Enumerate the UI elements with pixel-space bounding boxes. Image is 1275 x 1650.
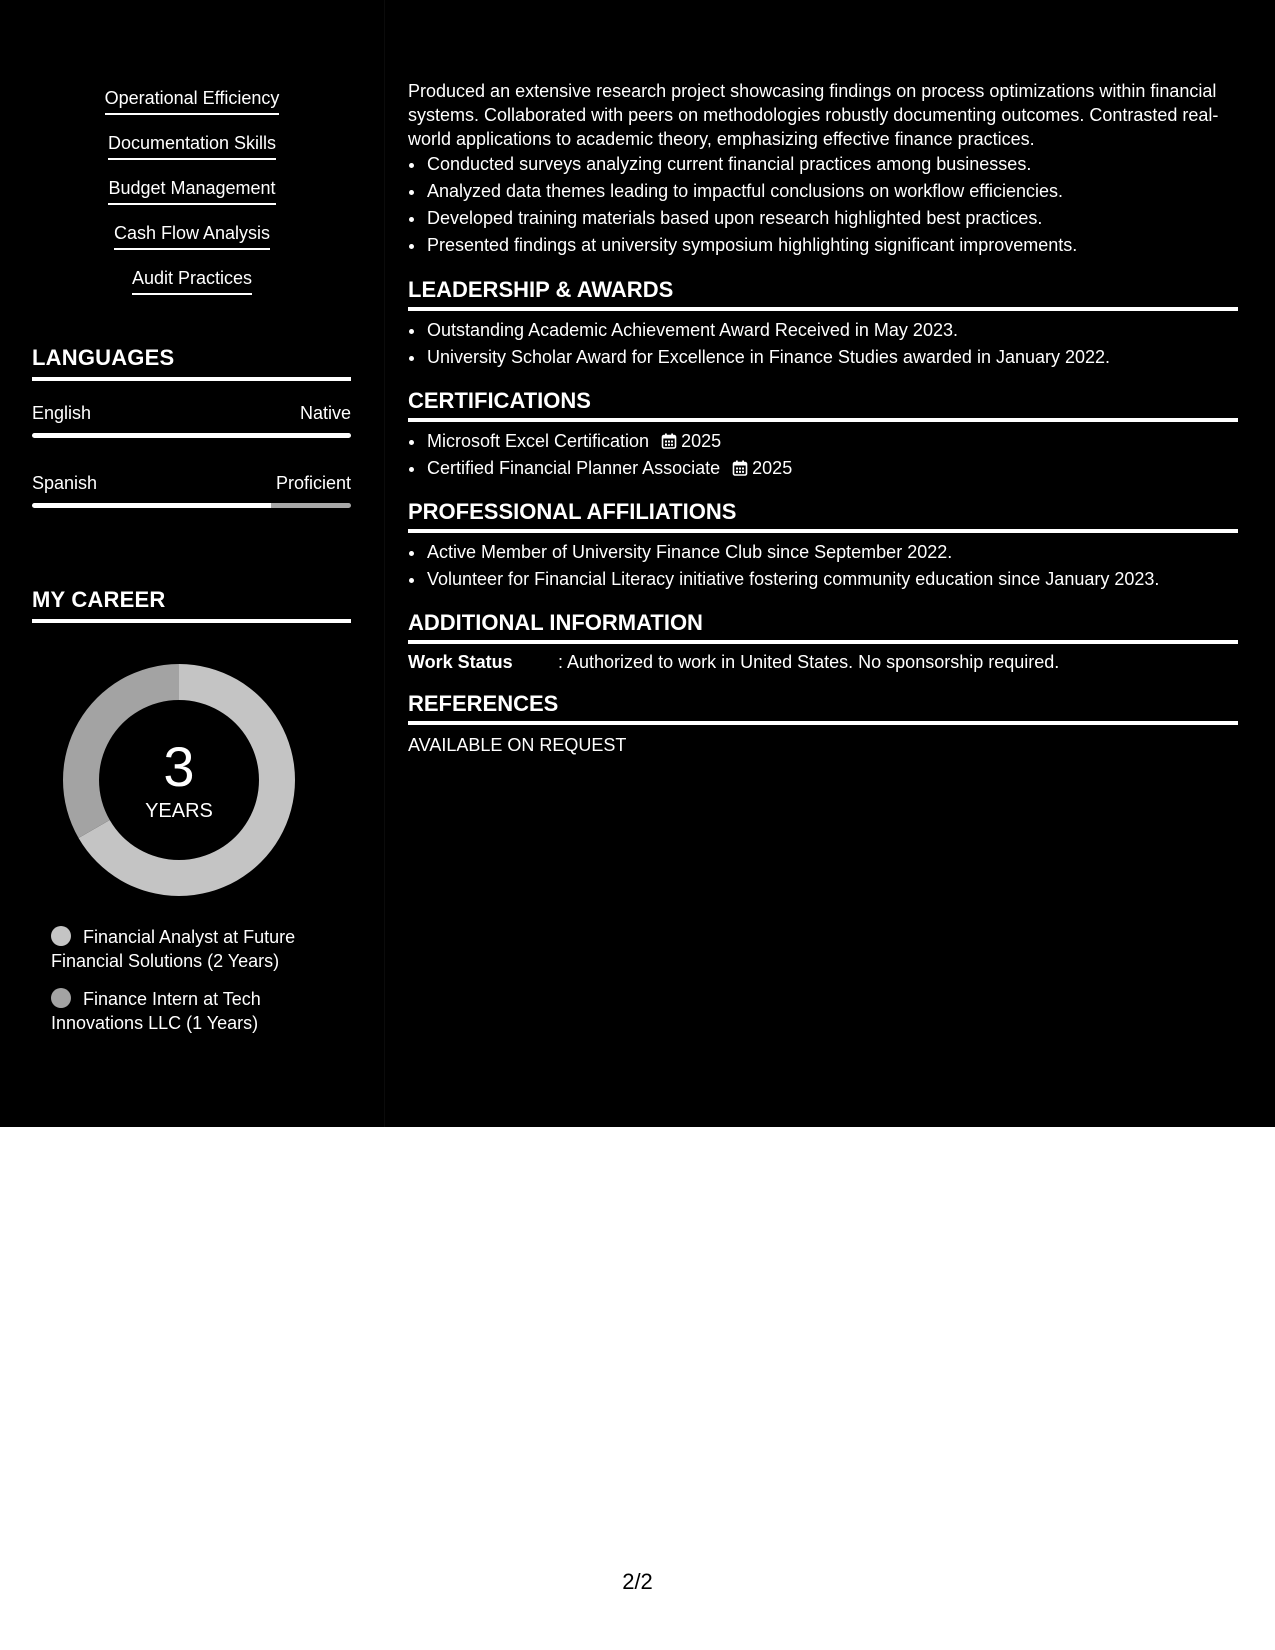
career-total-unit: YEARS <box>145 800 213 822</box>
sidebar <box>0 0 385 1127</box>
career-legend-label: Financial Analyst at Future Financial Solutions (2 Years) <box>51 927 296 971</box>
language-fill <box>32 503 271 508</box>
leadership-heading: LEADERSHIP & AWARDS <box>408 277 1238 311</box>
references-text: AVAILABLE ON REQUEST <box>408 735 627 755</box>
list-item: • Active Member of University Finance Club since September 2022. <box>426 539 1238 566</box>
language-row-english <box>32 403 351 424</box>
work-status-value: : Authorized to work in United States. No sponsorship required. <box>558 652 1060 672</box>
language-bar-english <box>32 433 351 438</box>
work-status-row <box>408 652 1238 673</box>
project-summary: Produced an extensive research project showcasing findings on process optimizations within financial systems. Collaborated with peers on methodologies robustly documenting outcomes. Contrasted real-world applications to academic theory, emphasizing effective finance practices. <box>408 81 1219 149</box>
certification-year: 2025 <box>752 458 793 478</box>
language-bar-spanish <box>32 503 351 508</box>
career-legend-item <box>51 987 351 1035</box>
languages-heading: LANGUAGES <box>32 345 351 381</box>
legend-dot-icon <box>51 988 71 1008</box>
language-name: English <box>32 403 92 423</box>
career-legend-item <box>51 925 351 973</box>
list-item <box>426 428 1238 455</box>
leadership-list <box>408 317 1238 371</box>
list-item: • Outstanding Academic Achievement Award Received in May 2023. <box>426 317 1238 344</box>
project-bullets <box>408 151 1228 259</box>
certifications-heading: CERTIFICATIONS <box>408 388 1238 422</box>
language-level: Native <box>299 403 351 423</box>
references-heading: REFERENCES <box>408 691 1238 725</box>
list-item: • University Scholar Award for Excellence in Finance Studies awarded in January 2022. <box>426 344 1238 371</box>
list-item: • Developed training materials based upon research highlighted best practices. <box>426 205 1228 232</box>
career-legend <box>51 925 351 1049</box>
certification-name: Certified Financial Planner Associate <box>427 458 721 478</box>
career-heading: MY CAREER <box>32 587 351 623</box>
certifications-list <box>408 428 1238 482</box>
list-item: • Conducted surveys analyzing current financial practices among businesses. <box>426 151 1228 178</box>
career-donut-chart <box>63 664 295 896</box>
project-description <box>408 79 1228 259</box>
skill-item <box>0 266 384 311</box>
legend-dot-icon <box>51 926 71 946</box>
list-item: • Volunteer for Financial Literacy initiative fostering community education since January 2023. <box>426 566 1238 593</box>
language-name: Spanish <box>32 473 98 493</box>
work-status-label: Work Status <box>408 652 513 672</box>
list-item: • Analyzed data themes leading to impactful conclusions on workflow efficiencies. <box>426 178 1228 205</box>
certification-name: Microsoft Excel Certification <box>427 431 650 451</box>
page-number: 2/2 <box>622 1569 653 1594</box>
language-fill <box>32 433 351 438</box>
calendar-icon <box>732 460 748 476</box>
skill-label: Cash Flow Analysis <box>114 221 270 250</box>
calendar-icon <box>661 433 677 449</box>
language-level: Proficient <box>275 473 351 493</box>
list-item: • Presented findings at university symposium highlighting significant improvements. <box>426 232 1228 259</box>
certification-year: 2025 <box>681 431 722 451</box>
skill-item <box>0 176 384 221</box>
skill-label: Operational Efficiency <box>105 86 280 115</box>
skill-label: Documentation Skills <box>108 131 276 160</box>
skills-list <box>0 86 384 311</box>
skill-item <box>0 221 384 266</box>
language-row-spanish <box>32 473 351 494</box>
list-item <box>426 455 1238 482</box>
skill-item <box>0 131 384 176</box>
leadership-section <box>408 317 1238 371</box>
certifications-section <box>408 428 1238 482</box>
skill-label: Budget Management <box>108 176 275 205</box>
affiliations-heading: PROFESSIONAL AFFILIATIONS <box>408 499 1238 533</box>
affiliations-list <box>408 539 1238 593</box>
main-content <box>408 0 1240 1127</box>
career-legend-label: Finance Intern at Tech Innovations LLC (1 Years) <box>51 989 261 1033</box>
skill-item <box>0 86 384 131</box>
skill-label: Audit Practices <box>132 266 252 295</box>
career-total-number: 3 <box>163 735 195 798</box>
affiliations-section <box>408 539 1238 593</box>
additional-info-heading: ADDITIONAL INFORMATION <box>408 610 1238 644</box>
